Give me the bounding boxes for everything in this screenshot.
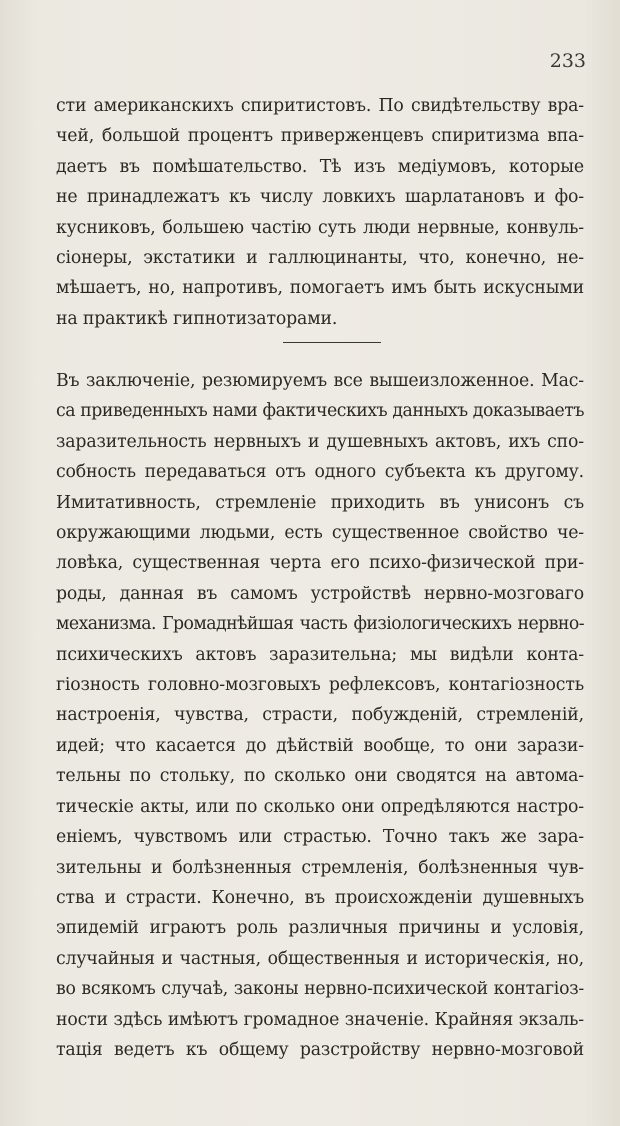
text-line: не принадлежатъ къ числу ловкихъ шарлатановъ и фо- bbox=[56, 187, 584, 208]
text-line: чей, большой процентъ приверженцевъ спиритизма впа- bbox=[56, 126, 584, 147]
text-line: тельны по стольку, по сколько они сводятся на автома- bbox=[56, 766, 584, 787]
text-line: Въ заключеніе, резюмируемъ все вышеизложенное. Мас- bbox=[56, 371, 584, 391]
text-line: сіонеры, экстатики и галлюцинанты, что, конечно, не- bbox=[56, 248, 584, 269]
paragraph-2 bbox=[56, 366, 584, 1065]
text-line: ности здѣсь имѣютъ громадное значеніе. Крайняя экзаль- bbox=[56, 1009, 584, 1030]
text-line: сти американскихъ спиритистовъ. По свидѣтельству вра- bbox=[56, 96, 584, 116]
text-line: механизма. Громаднѣйшая часть физіологическихъ нервно- bbox=[56, 614, 584, 635]
text-line: са приведенныхъ нами фактическихъ данныхъ доказываетъ bbox=[56, 401, 584, 422]
text-line: мѣшаетъ, но, напротивъ, помогаетъ имъ быть искусными bbox=[56, 278, 584, 299]
text-line: во всякомъ случаѣ, законы нервно-психической контагіоз- bbox=[56, 979, 584, 1000]
text-line: кусниковъ, большею частію суть люди нервные, конвуль- bbox=[56, 217, 584, 238]
text-line: эпидемій играютъ роль различныя причины и условія, bbox=[56, 918, 584, 939]
text-line: на практикѣ гипнотизаторами. bbox=[56, 308, 338, 329]
text-line: окружающими людьми, есть существенное свойство че- bbox=[56, 523, 584, 544]
text-line: гіозность головно-мозговыхъ рефлексовъ, контагіозность bbox=[56, 675, 584, 696]
text-line: заразительность нервныхъ и душевныхъ актовъ, ихъ спо- bbox=[56, 431, 584, 452]
text-line: психическихъ актовъ заразительна; мы видѣли конта- bbox=[56, 644, 584, 665]
text-line: настроенія, чувства, страсти, побужденій, стремленій, bbox=[56, 705, 584, 726]
text-line: тація ведетъ къ общему разстройству нервно-мозговой bbox=[56, 1039, 584, 1060]
text-line: роды, данная въ самомъ устройствѣ нервно-мозговаго bbox=[56, 583, 584, 604]
text-line: даетъ въ помѣшательство. Тѣ изъ медіумовъ, которые bbox=[56, 156, 584, 177]
text-line: зительны и болѣзненныя стремленія, болѣзненныя чув- bbox=[56, 857, 584, 878]
text-line: Имитативность, стремленіе приходить въ унисонъ съ bbox=[56, 492, 584, 513]
text-line: тическіе акты, или по сколько они опредѣляются настро- bbox=[56, 796, 584, 817]
text-line: ства и страсти. Конечно, въ происхожденіи душевныхъ bbox=[56, 887, 584, 908]
text-line: идей; что касается до дѣйствій вообще, то они зарази- bbox=[56, 735, 584, 756]
paragraph-1 bbox=[56, 91, 584, 334]
text-line: собность передаваться отъ одного субъекта къ другому. bbox=[56, 462, 584, 483]
page-number: 233 bbox=[549, 50, 586, 72]
text-line: еніемъ, чувствомъ или страстью. Точно такъ же зара- bbox=[56, 827, 584, 848]
section-separator bbox=[283, 342, 381, 343]
text-line: случайныя и частныя, общественныя и историческія, но, bbox=[56, 948, 584, 969]
text-line: ловѣка, существенная черта его психо-физической при- bbox=[56, 553, 584, 574]
